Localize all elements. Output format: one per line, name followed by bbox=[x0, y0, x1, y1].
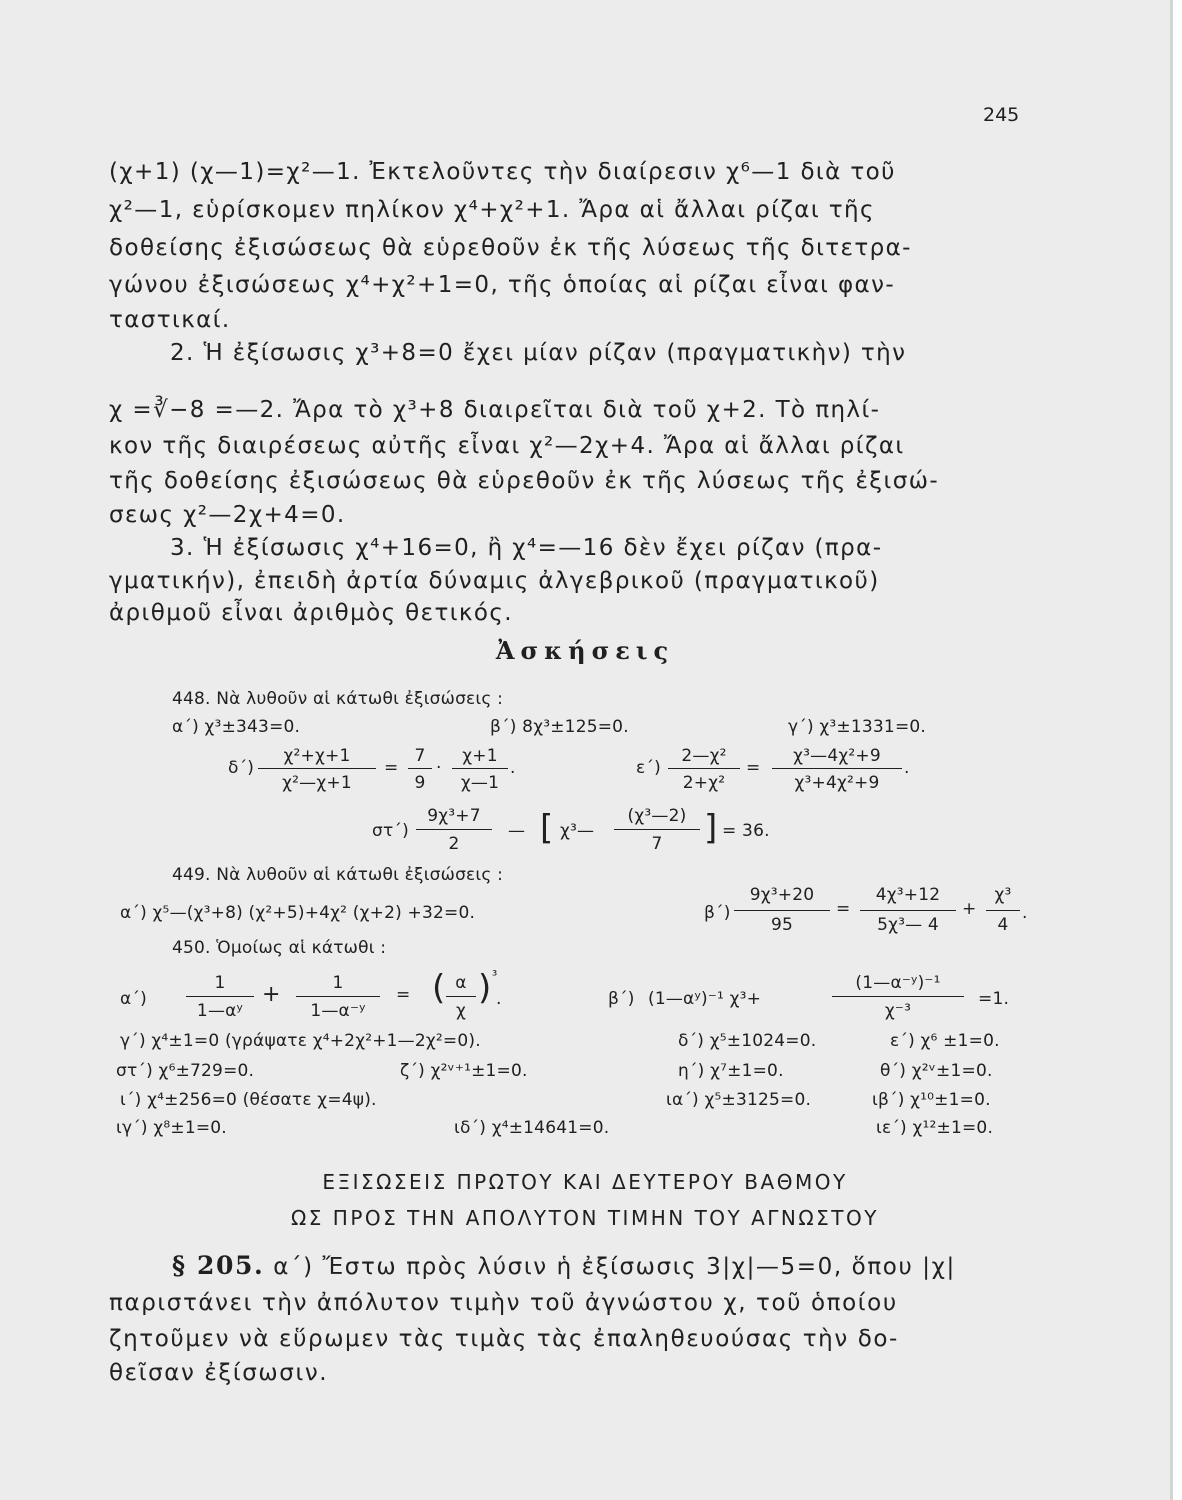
numerator: χ³—4χ²+9 bbox=[793, 746, 881, 766]
denominator: χ³+4χ²+9 bbox=[794, 773, 880, 793]
denominator: 2+χ² bbox=[682, 773, 726, 793]
numerator: χ³ bbox=[994, 885, 1012, 905]
denominator: χ⁻³ bbox=[884, 1001, 912, 1021]
fraction-bar bbox=[860, 910, 956, 911]
fraction-bar bbox=[258, 768, 376, 769]
denominator: 1—αʸ bbox=[196, 1001, 244, 1021]
exercise-450-ib: ιβ΄) χ¹⁰±1=0. bbox=[872, 1090, 991, 1110]
fraction-bar bbox=[446, 996, 476, 997]
right-bracket: ] bbox=[704, 808, 718, 848]
numerator: 1 bbox=[332, 973, 344, 993]
section-205-line-4: θεῖσαν ἐξίσωσιν. bbox=[109, 1360, 329, 1386]
text-line: 2. Ἡ ἐξίσωσις χ³+8=0 ἔχει μίαν ρίζαν (πραγματικὴν) τὴν bbox=[170, 340, 907, 366]
text-line: σεως χ²—2χ+4=0. bbox=[109, 502, 346, 528]
left-paren: ( bbox=[432, 968, 446, 1008]
numerator: 9χ³+20 bbox=[749, 885, 815, 905]
equals-sign: = bbox=[836, 899, 851, 919]
text-line: γματικήν), ἐπειδὴ ἀρτία δύναμις ἀλγεβρικοῦ (πραγματικοῦ) bbox=[109, 568, 880, 594]
item-label: β΄) bbox=[608, 989, 635, 1009]
exercises-heading: Ἀσκήσεις bbox=[495, 636, 675, 665]
section-text: α΄) Ἔστω πρὸς λύσιν ἡ ἐξίσωσις 3|χ|—5=0, ὅπου |χ| bbox=[273, 1254, 956, 1280]
fraction-bar bbox=[832, 996, 964, 997]
exercise-450-g: γ΄) χ⁴±1=0 (γράψατε χ⁴+2χ²+1—2χ²=0). bbox=[120, 1031, 481, 1051]
left-bracket: [ bbox=[540, 808, 554, 848]
text-line: ἀριθμοῦ εἶναι ἀριθμὸς θετικός. bbox=[109, 600, 513, 626]
numerator: χ+1 bbox=[462, 746, 498, 766]
exercise-450-ie: ιε΄) χ¹²±1=0. bbox=[876, 1118, 994, 1138]
denominator: 7 bbox=[651, 834, 663, 854]
text-line: γώνου ἐξισώσεως χ⁴+χ²+1=0, τῆς ὁποίας αἱ ρίζαι εἶναι φαν- bbox=[109, 272, 896, 298]
text-line: χ =∛−8 =—2. Ἄρα τὸ χ³+8 διαιρεῖται διὰ τοῦ χ+2. Τὸ πηλί- bbox=[109, 397, 881, 423]
section-205-line-2: παριστάνει τὴν ἀπόλυτον τιμὴν τοῦ ἀγνώστου χ, τοῦ ὁποίου bbox=[109, 1290, 898, 1316]
equals-sign: = bbox=[396, 985, 411, 1005]
term: χ³— bbox=[560, 821, 595, 841]
exponent: ³ bbox=[492, 969, 498, 984]
numerator: α bbox=[455, 973, 467, 993]
period: . bbox=[496, 989, 502, 1009]
denominator: 4 bbox=[997, 915, 1009, 935]
exercise-448-c: γ΄) χ³±1331=0. bbox=[788, 717, 927, 737]
period: . bbox=[904, 758, 910, 778]
numerator: χ²+χ+1 bbox=[283, 746, 351, 766]
term: (1—αʸ)⁻¹ χ³+ bbox=[648, 989, 762, 1009]
exercise-449-a: α΄) χ⁵—(χ³+8) (χ²+5)+4χ² (χ+2) +32=0. bbox=[120, 903, 476, 923]
numerator: 7 bbox=[414, 746, 426, 766]
text-line: κον τῆς διαιρέσεως αὐτῆς εἶναι χ²—2χ+4. Ἄρα αἱ ἄλλαι ρίζαι bbox=[109, 433, 905, 459]
numerator: 9χ³+7 bbox=[427, 806, 481, 826]
result: = 36. bbox=[722, 821, 770, 841]
exercise-450-e: ε΄) χ⁶ ±1=0. bbox=[890, 1031, 1000, 1051]
exercise-450-id: ιδ΄) χ⁴±14641=0. bbox=[454, 1118, 610, 1138]
plus-sign: + bbox=[262, 982, 281, 1007]
fraction-bar bbox=[772, 768, 902, 769]
denominator: χ²—χ+1 bbox=[282, 773, 352, 793]
fraction-bar bbox=[408, 768, 432, 769]
fraction-bar bbox=[452, 768, 508, 769]
exercise-450-ig: ιγ΄) χ⁸±1=0. bbox=[116, 1118, 227, 1138]
plus-sign: + bbox=[962, 899, 977, 919]
exercise-450-ia: ια΄) χ⁵±3125=0. bbox=[666, 1090, 812, 1110]
item-label: δ΄) bbox=[228, 758, 255, 778]
equals-sign: = bbox=[384, 758, 399, 778]
section-205-line-3: ζητοῦμεν νὰ εὕρωμεν τὰς τιμὰς τὰς ἐπαληθευούσας τὴν δο- bbox=[109, 1326, 899, 1352]
fraction-bar bbox=[416, 829, 492, 830]
numerator: (1—α⁻ʸ)⁻¹ bbox=[855, 973, 941, 993]
fraction-bar bbox=[734, 910, 830, 911]
numerator: 2—χ² bbox=[681, 746, 727, 766]
page-number: 245 bbox=[983, 104, 1020, 126]
period: . bbox=[510, 758, 516, 778]
text-line: ταστικαί. bbox=[109, 307, 231, 333]
section-title-line-1: ΕΞΙΣΩΣΕΙΣ ΠΡΩΤΟΥ ΚΑΙ ΔΕΥΤΕΡΟΥ ΒΑΘΜΟΥ bbox=[322, 1170, 848, 1194]
exercise-448-intro: 448. Νὰ λυθοῦν αἱ κάτωθι ἐξισώσεις : bbox=[172, 689, 504, 709]
exercise-450-z: ζ΄) χ²ᵛ⁺¹±1=0. bbox=[400, 1061, 528, 1081]
fraction-bar bbox=[186, 996, 254, 997]
multiply-sign: · bbox=[436, 758, 442, 778]
numerator: 1 bbox=[214, 973, 226, 993]
exercise-450-i: ι΄) χ⁴±256=0 (θέσατε χ=4ψ). bbox=[120, 1090, 377, 1110]
item-label: ε΄) bbox=[636, 758, 661, 778]
exercise-450-intro: 450. Ὁμοίως αἱ κάτωθι : bbox=[172, 938, 387, 958]
item-label: β΄) bbox=[704, 903, 731, 923]
denominator: 1—α⁻ʸ bbox=[310, 1001, 366, 1021]
fraction-bar bbox=[986, 910, 1020, 911]
item-label: στ΄) bbox=[372, 821, 409, 841]
section-number: § 205. bbox=[172, 1251, 265, 1280]
denominator: χ bbox=[455, 1001, 467, 1021]
denominator: 9 bbox=[414, 773, 426, 793]
exercise-450-d: δ΄) χ⁵±1024=0. bbox=[678, 1031, 817, 1051]
denominator: 5χ³— 4 bbox=[877, 915, 939, 935]
text-line: χ²—1, εὑρίσκομεν πηλίκον χ⁴+χ²+1. Ἄρα αἱ ἄλλαι ρίζαι τῆς bbox=[109, 197, 875, 223]
exercise-449-intro: 449. Νὰ λυθοῦν αἱ κάτωθι ἐξισώσεις : bbox=[172, 865, 504, 885]
exercise-448-b: β΄) 8χ³±125=0. bbox=[490, 717, 629, 737]
exercise-450-h: η΄) χ⁷±1=0. bbox=[678, 1061, 784, 1081]
text-line: τῆς δοθείσης ἐξισώσεως θὰ εὑρεθοῦν ἐκ τῆς λύσεως τῆς ἐξισώ- bbox=[109, 468, 940, 494]
right-paren: ) bbox=[478, 968, 492, 1008]
exercise-448-a: α΄) χ³±343=0. bbox=[172, 717, 301, 737]
text-line: δοθείσης ἐξισώσεως θὰ εὑρεθοῦν ἐκ τῆς λύσεως τῆς διτετρα- bbox=[109, 235, 912, 261]
text-line: (χ+1) (χ—1)=χ²—1. Ἐκτελοῦντες τὴν διαίρεσιν χ⁶—1 διὰ τοῦ bbox=[109, 159, 896, 185]
text-line: 3. Ἡ ἐξίσωσις χ⁴+16=0, ἢ χ⁴=—16 δὲν ἔχει ρίζαν (πρα- bbox=[170, 535, 883, 561]
denominator: χ—1 bbox=[460, 773, 500, 793]
fraction-bar bbox=[296, 996, 380, 997]
denominator: 95 bbox=[770, 915, 794, 935]
equals-sign: = bbox=[746, 758, 761, 778]
section-205-line-1 bbox=[172, 1251, 956, 1282]
period: . bbox=[1022, 903, 1028, 923]
fraction-bar bbox=[614, 829, 700, 830]
item-label: α΄) bbox=[120, 989, 147, 1009]
section-title-line-2: ΩΣ ΠΡΟΣ ΤΗΝ ΑΠΟΛΥΤΟΝ ΤΙΜΗΝ ΤΟΥ ΑΓΝΩΣΤΟΥ bbox=[291, 1206, 879, 1230]
result: =1. bbox=[978, 989, 1010, 1009]
fraction-bar bbox=[668, 768, 740, 769]
exercise-450-st: στ΄) χ⁶±729=0. bbox=[116, 1061, 255, 1081]
denominator: 2 bbox=[448, 834, 460, 854]
numerator: 4χ³+12 bbox=[875, 885, 941, 905]
exercise-450-th: θ΄) χ²ᵛ±1=0. bbox=[880, 1061, 993, 1081]
minus-sign: — bbox=[508, 821, 526, 841]
numerator: (χ³—2) bbox=[627, 806, 687, 826]
